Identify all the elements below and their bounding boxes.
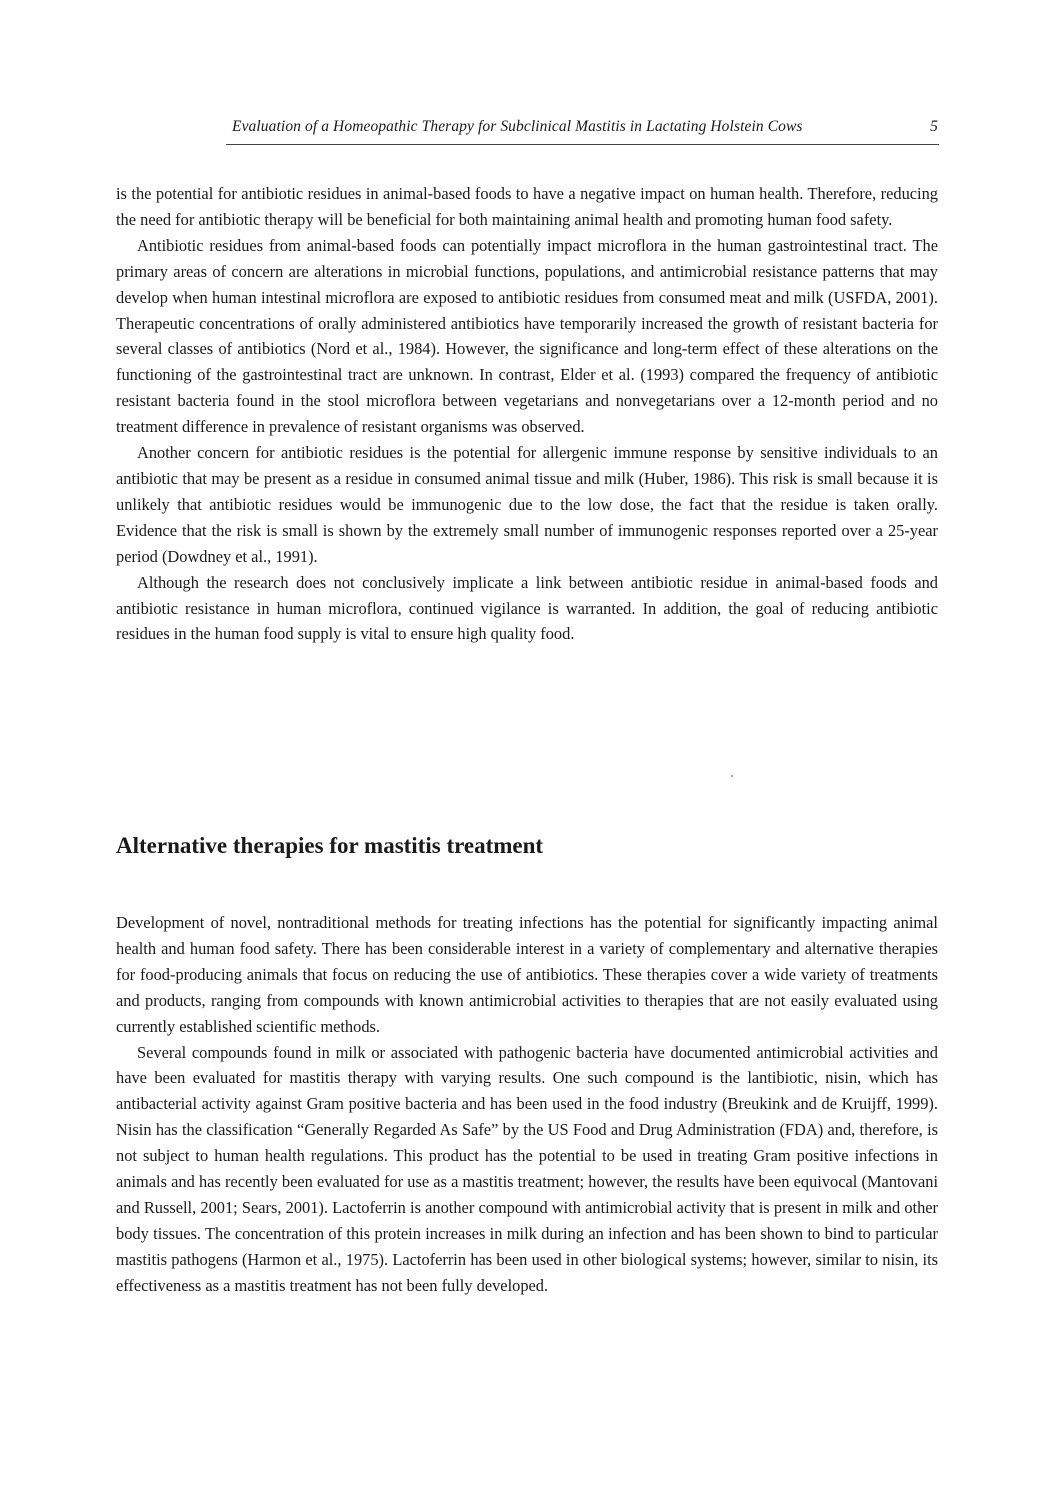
- scan-speck: [731, 775, 733, 777]
- paragraph: Antibiotic residues from animal-based foods can potentially impact microflora in the human gastrointestinal tract. The primary areas of concern are alterations in microbial functions, populations, and antimicrobial resistance patterns that may develop when human intestinal microflora are exposed to antibiotic residues from consumed meat and milk (USFDA, 2001). Therapeutic concentrations of orally administered antibiotics have temporarily increased the growth of resistant bacteria for several classes of antibiotics (Nord et al., 1984). However, the significance and long-term effect of these alterations on the functioning of the gastrointestinal tract are unknown. In contrast, Elder et al. (1993) compared the frequency of antibiotic resistant bacteria found in the stool microflora between vegetarians and nonvegetarians over a 12-month period and no treatment difference in prevalence of resistant organisms was observed.: [116, 235, 938, 437]
- body-text-bottom: [116, 910, 938, 1299]
- paragraph: Another concern for antibiotic residues is the potential for allergenic immune response by sensitive individuals to an antibiotic that may be present as a residue in consumed animal tissue and milk (Huber, 1986). This risk is small because it is unlikely that antibiotic residues would be immunogenic due to the low dose, the fact that the residue is taken orally. Evidence that the risk is small is shown by the extremely small number of immunogenic responses reported over a 25-year period (Dowdney et al., 1991).: [116, 443, 938, 566]
- section-heading: Alternative therapies for mastitis treatment: [116, 833, 544, 858]
- page-number: 5: [930, 118, 938, 135]
- paragraph: Although the research does not conclusively implicate a link between antibiotic residue in animal-based foods and antibiotic resistance in human microflora, continued vigilance is warranted. In addition, the goal of reducing antibiotic residues in the human food supply is vital to ensure high quality food.: [116, 572, 938, 644]
- paragraph: Development of novel, nontraditional methods for treating infections has the potential for significantly impacting animal health and human food safety. There has been considerable interest in a variety of complementary and alternative therapies for food-producing animals that focus on reducing the use of antibiotics. These therapies cover a wide variety of treatments and products, ranging from compounds with known antimicrobial activities to therapies that are not easily evaluated using currently established scientific methods.: [116, 913, 938, 1036]
- running-header-title: Evaluation of a Homeopathic Therapy for Subclinical Mastitis in Lactating Holstein Cows: [232, 118, 803, 135]
- paragraph: is the potential for antibiotic residues in animal-based foods to have a negative impact on human health. Therefore, reducing the need for antibiotic therapy will be beneficial for both maintaining animal health and promoting human food safety.: [116, 184, 938, 229]
- body-text-top: [116, 181, 938, 647]
- header-rule: [226, 144, 939, 145]
- paragraph: Several compounds found in milk or associated with pathogenic bacteria have documented antimicrobial activities and have been evaluated for mastitis therapy with varying results. One such compound is the lantibiotic, nisin, which has antibacterial activity against Gram positive bacteria and has been used in the food industry (Breukink and de Kruijff, 1999). Nisin has the classification “Generally Regarded As Safe” by the US Food and Drug Administration (FDA) and, therefore, is not subject to human health regulations. This product has the potential to be used in treating Gram positive infections in animals and has recently been evaluated for use as a mastitis treatment; however, the results have been equivocal (Mantovani and Russell, 2001; Sears, 2001). Lactoferrin is another compound with antimicrobial activity that is present in milk and other body tissues. The concentration of this protein increases in milk during an infection and has been shown to bind to particular mastitis pathogens (Harmon et al., 1975). Lactoferrin has been used in other biological systems; however, similar to nisin, its effectiveness as a mastitis treatment has not been fully developed.: [116, 1042, 938, 1295]
